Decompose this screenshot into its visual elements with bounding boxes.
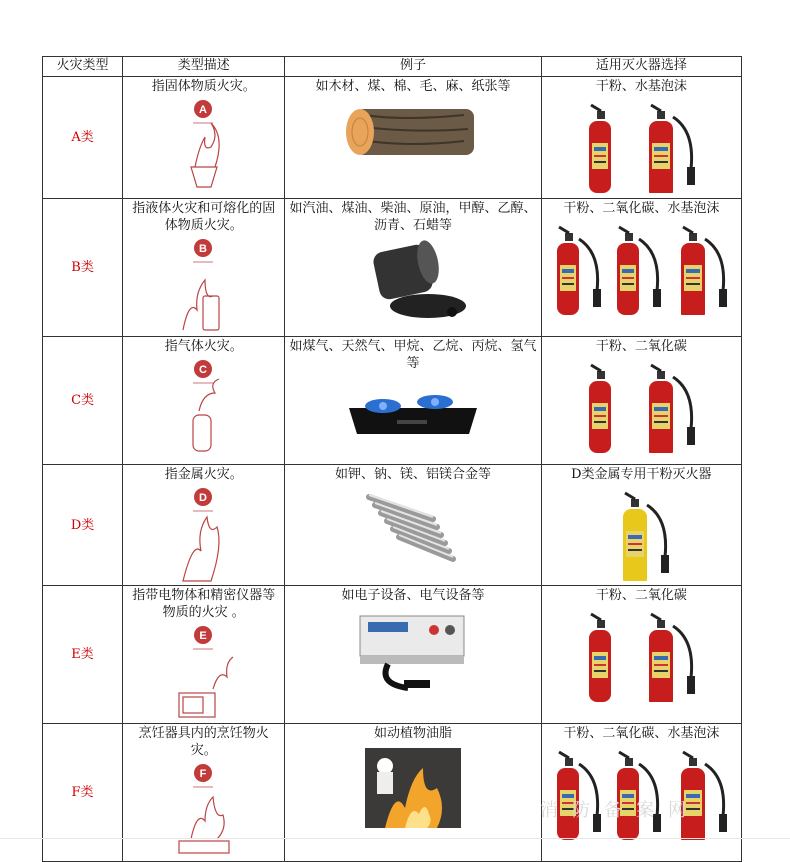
fire-class-d-icon <box>173 485 235 585</box>
fire-class-label: B类 <box>43 199 123 337</box>
svg-text:F: F <box>199 768 207 780</box>
example-text: 如钾、钠、镁、铝镁合金等 <box>335 467 492 482</box>
bottom-divider <box>0 838 790 839</box>
example-text: 如木材、煤、棉、毛、麻、纸张等 <box>315 79 511 94</box>
description-text: 指液体火灾和可熔化的固体物质火灾。 <box>132 201 276 233</box>
extinguisher-cell <box>541 337 741 465</box>
fire-extinguisher-icon <box>543 357 739 453</box>
extinguisher-cell <box>541 465 741 586</box>
extinguisher-text: 干粉、水基泡沫 <box>595 79 687 94</box>
description-cell <box>123 586 285 724</box>
example-text: 如动植物油脂 <box>374 726 453 741</box>
table-row <box>43 337 742 465</box>
extinguisher-text: 干粉、二氧化碳、水基泡沫 <box>563 726 720 741</box>
gas-stove-icon <box>285 378 540 441</box>
fire-class-label: F类 <box>43 724 123 862</box>
extinguisher-cell <box>541 586 741 724</box>
example-text: 如煤气、天然气、甲烷、乙烷、丙烷、氢气等 <box>289 339 537 371</box>
example-cell <box>285 77 541 199</box>
description-cell <box>123 724 285 862</box>
example-cell <box>285 586 541 724</box>
description-text: 烹饪器具内的烹饪物火灾。 <box>138 726 269 758</box>
fire-extinguisher-icon <box>543 219 739 315</box>
svg-text:C: C <box>198 364 207 376</box>
table-header-row <box>43 57 742 77</box>
table-row <box>43 465 742 586</box>
table-row <box>43 77 742 199</box>
fire-extinguisher-icon <box>543 485 739 581</box>
table-row <box>43 199 742 337</box>
example-text: 如汽油、煤油、柴油、原油，甲醇、乙醇、沥青、石蜡等 <box>289 201 537 233</box>
fire-class-label: E类 <box>43 586 123 724</box>
example-cell <box>285 465 541 586</box>
fire-class-table <box>42 56 742 862</box>
table-row <box>43 586 742 724</box>
watermark: 消防备案网 <box>540 800 700 821</box>
extinguisher-text: 干粉、二氧化碳、水基泡沫 <box>563 201 720 216</box>
description-text: 指金属火灾。 <box>164 467 243 482</box>
fire-extinguisher-icon <box>543 606 739 702</box>
description-cell <box>123 77 285 199</box>
description-cell <box>123 465 285 586</box>
kitchen-fire-icon <box>285 748 540 833</box>
fire-extinguisher-icon <box>543 744 739 840</box>
svg-text:B: B <box>198 243 207 255</box>
description-cell <box>123 199 285 337</box>
svg-text:A: A <box>198 104 207 116</box>
fire-class-label: C类 <box>43 337 123 465</box>
header-example: 例子 <box>285 57 541 77</box>
extinguisher-cell <box>541 77 741 199</box>
example-cell <box>285 724 541 862</box>
fire-class-label: D类 <box>43 465 123 586</box>
fire-class-label: A类 <box>43 77 123 199</box>
description-text: 指固体物质火灾。 <box>151 79 256 94</box>
svg-text:E: E <box>199 630 207 642</box>
fire-class-e-icon <box>173 623 235 723</box>
log-icon <box>285 101 540 168</box>
description-text: 指气体火灾。 <box>164 339 243 354</box>
electrical-device-icon <box>285 610 540 699</box>
extinguisher-cell <box>541 199 741 337</box>
description-text: 指带电物体和精密仪器等物质的火灾 。 <box>132 588 276 620</box>
extinguisher-text: 干粉、二氧化碳 <box>595 339 687 354</box>
example-cell <box>285 337 541 465</box>
fire-class-c-icon <box>173 357 235 457</box>
header-fire-type: 火灾类型 <box>43 57 123 77</box>
fire-class-f-icon <box>173 761 235 861</box>
description-cell <box>123 337 285 465</box>
fire-class-a-icon <box>173 97 235 197</box>
example-text: 如电子设备、电气设备等 <box>341 588 485 603</box>
extinguisher-text: D类金属专用干粉灭火器 <box>571 467 712 482</box>
table-row <box>43 724 742 862</box>
extinguisher-text: 干粉、二氧化碳 <box>595 588 687 603</box>
example-cell <box>285 199 541 337</box>
svg-text:D: D <box>198 492 207 504</box>
fire-extinguisher-icon <box>543 97 739 193</box>
header-extinguisher: 适用灭火器选择 <box>541 57 741 77</box>
header-description: 类型描述 <box>123 57 285 77</box>
oil-barrel-icon <box>285 240 540 329</box>
metal-pipes-icon <box>285 489 540 568</box>
extinguisher-cell <box>541 724 741 862</box>
fire-class-b-icon <box>173 236 235 336</box>
